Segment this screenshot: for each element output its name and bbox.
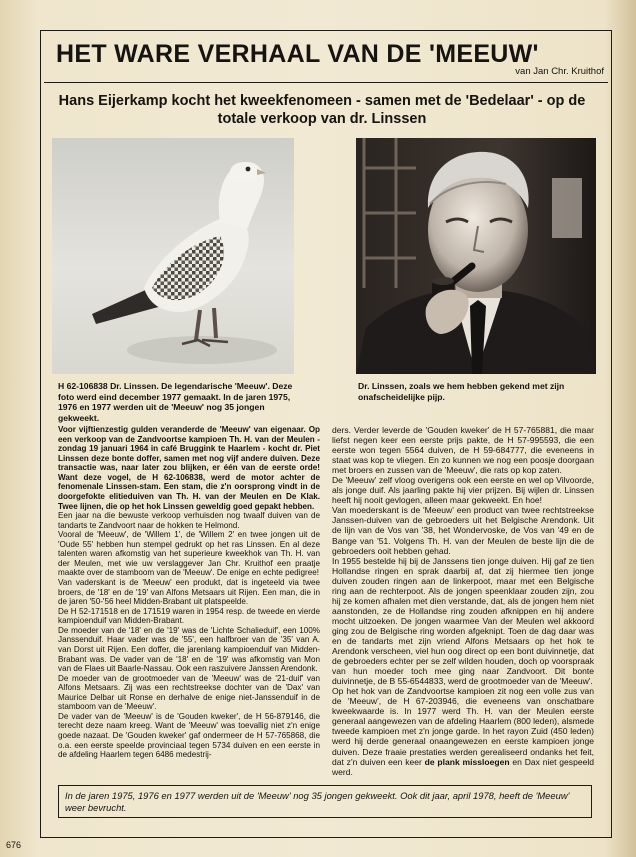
title-rule — [44, 82, 608, 83]
pigeon-photo-caption: H 62-106838 Dr. Linssen. De legendarische 'Meeuw'. Deze foto werd eind december 1977 gemaakt. In de jaren 1975, 1976 en 1977 werden uit de 'Meeuw' nog 35 jongen gekweekt. — [58, 381, 293, 423]
footer-note-box: In de jaren 1975, 1976 en 1977 werden uit de 'Meeuw' nog 35 jongen gekweekt. Ook dit jaar, april 1978, heeft de 'Meeuw' weer bevrucht. — [58, 785, 592, 818]
body-paragraph: De vader van de 'Meeuw' is de 'Gouden kweker', de H 56-879146, die terecht deze naam kreeg. Want de 'Meeuw' was toevallig niet z'n enige goede nazaat. De 'Gouden kweker' gaf ondermeer de H 57-765868, die o.a. een eerste speelde provinciaal tegen 5734 duiven en een eerste in de afdeling Haarlem tegen 6486 medestrij- — [58, 711, 320, 760]
body-paragraph: De H 52-171518 en de 171519 waren in 1954 resp. de tweede en vierde kampioenduif van Midden-Brabant. — [58, 606, 320, 626]
body-paragraph: In 1955 bestelde hij bij de Janssens tien jonge duiven. Hij gaf ze tien Hollandse ringen en sprak daarbij af, dat zij hiermee tien jonge duiven zouden ringen aan de linkerpoot, maar met een Belgische ring aan de rechterpoot. Als de jongen speenklaar zouden zijn, zou hij ze komen afhalen met dien verstande, dat, als de jongen hem niet aanstonden, ze de Hollandse ring zouden afknippen en hij andere mocht uitzoeken. De jongen waarmee Van der Meulen wel akkoord ging zou de Belgische ring worden afgeknipt. Toen de dag daar was en de tandarts met zijn vriend Alfons Metsaars op het hok te Arendonk verscheen, viel hun oog direct op een bont duivinnetje, dat de gebroeders echter per se zelf wilden houden, doch op voorspraak van hun moeder toch mee ging naar Zandvoort. Dit bonte duivinnetje, de B 55-6544833, werd de grootmoeder van de 'Meeuw'. — [332, 555, 594, 687]
body-text: en Dax niet gespeeld werd. — [332, 756, 594, 777]
article-subtitle: Hans Eijerkamp kocht het kweekfenomeen - samen met de 'Bedelaar' - op de totale verkoop van dr. Linssen — [58, 93, 586, 127]
body-paragraph: De moeder van de grootmoeder van de 'Meeuw' was de '21-duif' van Alfons Metsaars. Zij was een rechtstreekse dochter van de 'Dax' van Maurice Delbar uit Ronse en derhalve de enige niet-Janssenduif in de stamboom van de 'Meeuw'. — [58, 673, 320, 712]
bold-phrase: de plank missloegen — [424, 756, 510, 767]
body-paragraph: De 'Meeuw' zelf vloog overigens ook een eerste en wel op Vilvoorde, als jonge duif. Als jaarling pakte hij vier prijzen. Bij wijlen dr. Linssen heeft hij nooit gevlogen, alleen maar gekweekt. En hoe! — [332, 475, 594, 506]
body-paragraph: Een jaar na die bewuste verkoop verhuisden nog twaalf duiven van de tandarts te Zandvoort naar de hokken te Helmond. — [58, 511, 320, 530]
linssen-photo-caption: Dr. Linssen, zoals we hem hebben gekend met zijn onafscheidelijke pijp. — [358, 381, 565, 402]
body-paragraph — [332, 686, 594, 776]
article-column-left — [58, 425, 320, 760]
body-text: Op het hok van de Zandvoortse kampioen zit nog een volle zus van de 'Meeuw', de H 67-203946, die eveneens van onschatbare kweekwaarde is. In 1977 werd Th. H. van der Meulen eerste generaal aangewezen van de afdeling Haarlem (800 leden), alsmede tweede kampioen met z'n jonge garde. In het rayon Zuid (450 leden) werd hij derde generaal onaangewezen en eerste kampioen jonge duiven. Deze fraaie prestaties werden gerealiseerd ondanks het feit, dat z'n duiven een keer — [332, 686, 594, 767]
body-paragraph: Vooral de 'Meeuw', de 'Willem 1', de 'Willem 2' en twee jongen uit de 'Oude 55' hebben hun stempel gedrukt op het ras Linssen. En al deze talenten waren afkomstig van het superieure kweekhok van Th. H. van der Meulen, met wie uw verslaggever Jan Chr. Kruithof een praatje maakte over de stamboom van de 'Meeuw'. De enige en echte pedigree! — [58, 530, 320, 578]
body-paragraph: ders. Verder leverde de 'Gouden kweker' de H 57-765881, die maar liefst negen keer een eerste prijs pakte, de H 57-995593, die een eerste won tegen 5564 duiven, de H 59-684777, die eveneens in staat was kop te vliegen. En zo kunnen we nog een poosje doorgaan met broers en zussen van de 'Meeuw', die rats op kop zaten. — [332, 425, 594, 476]
lead-paragraph: Voor vijftienzestig gulden veranderde de 'Meeuw' van eigenaar. Op een verkoop van de Zandvoortse kampioen Th. H. van der Meulen - zondag 19 januari 1964 in café Bruggink te Haarlem - kocht dr. Piet Linssen deze bonte doffer, samen met nog vijf andere duiven. Deze transactie was, naar later zou blijken, er één van de eerste orde! Want deze vogel, de H 62-106838, werd de motor achter de fenomenale Linssen-stam. Een stam, die z'n oorsprong vindt in de doorgefokte elitieduiven van Th. H. van der Meulen en De Klak. Twee lijnen, die op het hok Linssen geweldig goed gepakt hebben. — [58, 425, 320, 511]
article-byline: van Jan Chr. Kruithof — [515, 66, 604, 77]
article-column-right — [332, 425, 594, 777]
body-paragraph: De moeder van de '18' en de '19' was de 'Lichte Schalieduif', een 100% Janssenduif. Haar vader was de '55', een halfbroer van de '35' van A. van Dorst uit Rijen. Een doffer, die jarenlang kampioenduif van Midden-Brabant was. De vader van de '18' en de '19' was afkomstig van Mon van de Flaes uit Baarle-Nassau. Ook een raszuivere Janssen Arendonk. — [58, 625, 320, 674]
body-paragraph: Van moederskant is de 'Meeuw' een product van twee rechtstreekse Janssen-duiven van de gebroeders uit het Belgische Arendonk. Uit de lijn van de Vos van '38, het Wondervoske, de Vos van '49 en de Bange van '51. Volgens Th. H. van der Meulen de beste lijn die de gebroeders ooit hebben gehad. — [332, 505, 594, 556]
pigeon-photo — [52, 138, 294, 374]
article-title: HET WARE VERHAAL VAN DE 'MEEUW' — [56, 40, 539, 68]
linssen-portrait-photo — [356, 138, 596, 374]
body-paragraph: Van vaderskant is de 'Meeuw' een produkt, dat is ingeteeld via twee broers, de '18' en de '19' van Alfons Metsaars uit Rijen. Een man, die in de jaren '50-'56 heel Midden-Brabant uit platspeelde. — [58, 578, 320, 607]
page-number: 676 — [6, 840, 22, 850]
